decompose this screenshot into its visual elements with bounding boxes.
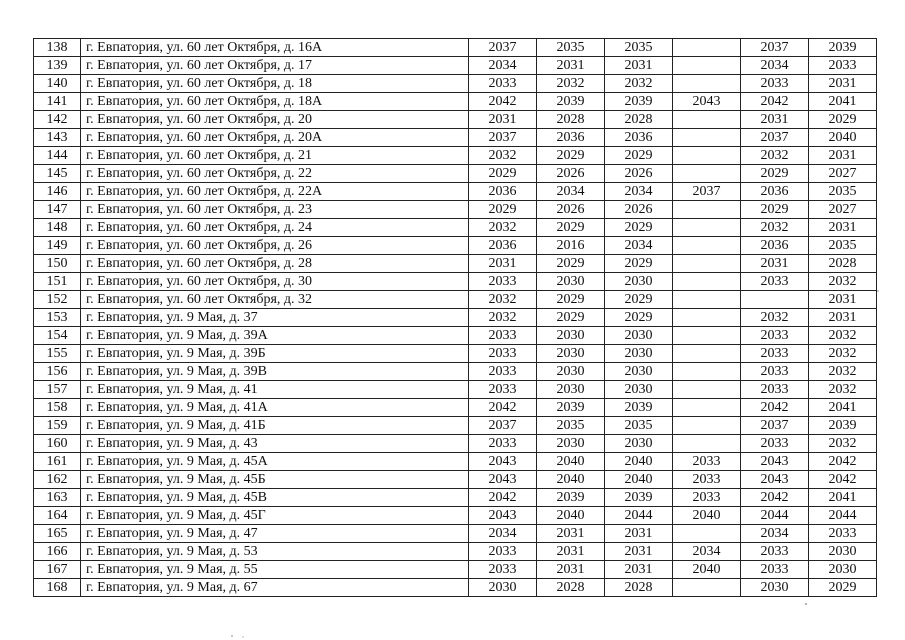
row-number: 159 [34,417,81,435]
table-row [34,111,877,129]
year-cell-3: 2030 [605,381,673,399]
address-cell: г. Евпатория, ул. 9 Мая, д. 67 [81,579,469,597]
year-cell-4 [673,75,741,93]
year-cell-1: 2033 [469,435,537,453]
table-row [34,327,877,345]
address-cell: г. Евпатория, ул. 60 лет Октября, д. 24 [81,219,469,237]
table-row [34,561,877,579]
address-cell: г. Евпатория, ул. 9 Мая, д. 41 [81,381,469,399]
year-cell-6: 2030 [809,543,877,561]
year-cell-3: 2030 [605,363,673,381]
year-cell-6: 2029 [809,579,877,597]
year-cell-5: 2033 [741,543,809,561]
row-number: 150 [34,255,81,273]
year-cell-5: 2032 [741,147,809,165]
address-cell: г. Евпатория, ул. 9 Мая, д. 39В [81,363,469,381]
row-number: 160 [34,435,81,453]
year-cell-6: 2042 [809,471,877,489]
address-cell: г. Евпатория, ул. 9 Мая, д. 45В [81,489,469,507]
year-cell-6: 2041 [809,399,877,417]
table-row [34,435,877,453]
table-row [34,579,877,597]
year-cell-1: 2033 [469,561,537,579]
year-cell-6: 2042 [809,453,877,471]
year-cell-5: 2029 [741,201,809,219]
year-cell-2: 2026 [537,201,605,219]
year-cell-2: 2032 [537,75,605,93]
year-cell-3: 2029 [605,219,673,237]
year-cell-3: 2029 [605,147,673,165]
row-number: 153 [34,309,81,327]
row-number: 152 [34,291,81,309]
address-cell: г. Евпатория, ул. 9 Мая, д. 53 [81,543,469,561]
address-cell: г. Евпатория, ул. 9 Мая, д. 45А [81,453,469,471]
address-cell: г. Евпатория, ул. 9 Мая, д. 55 [81,561,469,579]
year-cell-6: 2031 [809,291,877,309]
year-cell-4 [673,129,741,147]
year-cell-4 [673,327,741,345]
year-cell-2: 2031 [537,561,605,579]
year-cell-6: 2032 [809,345,877,363]
table-row [34,453,877,471]
year-cell-6: 2035 [809,237,877,255]
table-row [34,165,877,183]
address-cell: г. Евпатория, ул. 60 лет Октября, д. 21 [81,147,469,165]
year-cell-6: 2035 [809,183,877,201]
year-cell-2: 2029 [537,147,605,165]
year-cell-1: 2043 [469,507,537,525]
year-cell-2: 2035 [537,417,605,435]
year-cell-1: 2033 [469,381,537,399]
year-cell-3: 2034 [605,237,673,255]
year-cell-6: 2031 [809,309,877,327]
address-cell: г. Евпатория, ул. 60 лет Октября, д. 16А [81,39,469,57]
year-cell-6: 2039 [809,39,877,57]
year-cell-4 [673,399,741,417]
year-cell-1: 2037 [469,417,537,435]
year-cell-5 [741,291,809,309]
year-cell-3: 2044 [605,507,673,525]
year-cell-4 [673,201,741,219]
address-cell: г. Евпатория, ул. 60 лет Октября, д. 20 [81,111,469,129]
year-cell-3: 2031 [605,543,673,561]
year-cell-2: 2040 [537,507,605,525]
year-cell-3: 2029 [605,291,673,309]
address-cell: г. Евпатория, ул. 9 Мая, д. 39А [81,327,469,345]
table-row [34,75,877,93]
year-cell-6: 2041 [809,93,877,111]
year-cell-4 [673,111,741,129]
row-number: 140 [34,75,81,93]
year-cell-3: 2039 [605,399,673,417]
year-cell-5: 2043 [741,471,809,489]
row-number: 163 [34,489,81,507]
year-cell-1: 2034 [469,525,537,543]
row-number: 146 [34,183,81,201]
year-cell-4 [673,219,741,237]
year-cell-6: 2033 [809,525,877,543]
year-cell-4 [673,309,741,327]
year-cell-5: 2031 [741,111,809,129]
row-number: 139 [34,57,81,75]
year-cell-2: 2030 [537,363,605,381]
year-cell-5: 2034 [741,525,809,543]
year-cell-5: 2037 [741,129,809,147]
year-cell-1: 2037 [469,129,537,147]
row-number: 166 [34,543,81,561]
year-cell-5: 2036 [741,183,809,201]
year-cell-6: 2041 [809,489,877,507]
year-cell-2: 2029 [537,291,605,309]
address-cell: г. Евпатория, ул. 60 лет Октября, д. 26 [81,237,469,255]
year-cell-3: 2028 [605,111,673,129]
year-cell-2: 2030 [537,327,605,345]
address-cell: г. Евпатория, ул. 60 лет Октября, д. 18 [81,75,469,93]
year-cell-2: 2040 [537,471,605,489]
year-cell-4: 2033 [673,471,741,489]
year-cell-1: 2036 [469,183,537,201]
year-cell-5: 2033 [741,345,809,363]
year-cell-5: 2042 [741,93,809,111]
year-cell-2: 2030 [537,381,605,399]
year-cell-3: 2031 [605,57,673,75]
year-cell-3: 2030 [605,327,673,345]
year-cell-1: 2032 [469,147,537,165]
year-cell-5: 2030 [741,579,809,597]
year-cell-1: 2033 [469,363,537,381]
row-number: 165 [34,525,81,543]
address-cell: г. Евпатория, ул. 9 Мая, д. 43 [81,435,469,453]
address-cell: г. Евпатория, ул. 60 лет Октября, д. 28 [81,255,469,273]
year-cell-5: 2034 [741,57,809,75]
year-cell-4 [673,525,741,543]
row-number: 162 [34,471,81,489]
year-cell-5: 2042 [741,399,809,417]
year-cell-1: 2033 [469,273,537,291]
year-cell-4: 2037 [673,183,741,201]
row-number: 145 [34,165,81,183]
year-cell-4: 2040 [673,561,741,579]
year-cell-1: 2033 [469,327,537,345]
table-row [34,291,877,309]
year-cell-2: 2030 [537,435,605,453]
year-cell-5: 2033 [741,561,809,579]
year-cell-4: 2043 [673,93,741,111]
row-number: 156 [34,363,81,381]
row-number: 164 [34,507,81,525]
year-cell-1: 2032 [469,309,537,327]
row-number: 154 [34,327,81,345]
table-row [34,309,877,327]
table-row [34,39,877,57]
year-cell-2: 2030 [537,273,605,291]
table-row [34,363,877,381]
row-number: 149 [34,237,81,255]
schedule-table [33,38,877,597]
year-cell-4 [673,381,741,399]
row-number: 151 [34,273,81,291]
year-cell-4: 2033 [673,489,741,507]
row-number: 143 [34,129,81,147]
table-row [34,129,877,147]
year-cell-6: 2027 [809,165,877,183]
year-cell-6: 2039 [809,417,877,435]
year-cell-5: 2036 [741,237,809,255]
row-number: 142 [34,111,81,129]
year-cell-5: 2037 [741,39,809,57]
year-cell-1: 2033 [469,75,537,93]
year-cell-1: 2042 [469,399,537,417]
row-number: 168 [34,579,81,597]
row-number: 158 [34,399,81,417]
year-cell-1: 2030 [469,579,537,597]
year-cell-4 [673,165,741,183]
year-cell-6: 2031 [809,75,877,93]
year-cell-3: 2031 [605,525,673,543]
year-cell-1: 2033 [469,345,537,363]
row-number: 161 [34,453,81,471]
table-row [34,183,877,201]
year-cell-6: 2032 [809,435,877,453]
table-row [34,417,877,435]
year-cell-1: 2032 [469,219,537,237]
year-cell-2: 2031 [537,57,605,75]
year-cell-3: 2030 [605,273,673,291]
year-cell-4: 2033 [673,453,741,471]
table-row [34,255,877,273]
address-cell: г. Евпатория, ул. 60 лет Октября, д. 32 [81,291,469,309]
year-cell-3: 2029 [605,255,673,273]
year-cell-6: 2032 [809,273,877,291]
row-number: 138 [34,39,81,57]
year-cell-3: 2040 [605,453,673,471]
year-cell-2: 2031 [537,525,605,543]
year-cell-6: 2040 [809,129,877,147]
year-cell-4 [673,237,741,255]
year-cell-2: 2028 [537,111,605,129]
year-cell-2: 2039 [537,93,605,111]
year-cell-5: 2033 [741,381,809,399]
year-cell-4 [673,57,741,75]
year-cell-6: 2031 [809,219,877,237]
row-number: 148 [34,219,81,237]
address-cell: г. Евпатория, ул. 60 лет Октября, д. 22 [81,165,469,183]
year-cell-5: 2042 [741,489,809,507]
address-cell: г. Евпатория, ул. 60 лет Октября, д. 30 [81,273,469,291]
year-cell-5: 2033 [741,435,809,453]
table-row [34,525,877,543]
table-row [34,147,877,165]
year-cell-1: 2034 [469,57,537,75]
year-cell-2: 2034 [537,183,605,201]
year-cell-1: 2029 [469,201,537,219]
year-cell-2: 2035 [537,39,605,57]
year-cell-4 [673,255,741,273]
address-cell: г. Евпатория, ул. 60 лет Октября, д. 20А [81,129,469,147]
year-cell-1: 2031 [469,111,537,129]
year-cell-2: 2029 [537,219,605,237]
year-cell-6: 2032 [809,363,877,381]
year-cell-5: 2032 [741,219,809,237]
address-cell: г. Евпатория, ул. 9 Мая, д. 39Б [81,345,469,363]
year-cell-2: 2026 [537,165,605,183]
year-cell-3: 2030 [605,345,673,363]
year-cell-6: 2032 [809,381,877,399]
year-cell-6: 2031 [809,147,877,165]
year-cell-3: 2035 [605,417,673,435]
year-cell-3: 2035 [605,39,673,57]
year-cell-6: 2033 [809,57,877,75]
year-cell-4 [673,579,741,597]
year-cell-1: 2031 [469,255,537,273]
year-cell-5: 2029 [741,165,809,183]
address-cell: г. Евпатория, ул. 60 лет Октября, д. 17 [81,57,469,75]
year-cell-5: 2033 [741,75,809,93]
table-row [34,381,877,399]
year-cell-4 [673,363,741,381]
year-cell-1: 2042 [469,489,537,507]
year-cell-5: 2044 [741,507,809,525]
year-cell-2: 2040 [537,453,605,471]
address-cell: г. Евпатория, ул. 9 Мая, д. 47 [81,525,469,543]
year-cell-4 [673,39,741,57]
year-cell-3: 2039 [605,93,673,111]
year-cell-1: 2043 [469,453,537,471]
table-row [34,399,877,417]
year-cell-4 [673,291,741,309]
row-number: 155 [34,345,81,363]
year-cell-3: 2029 [605,309,673,327]
year-cell-5: 2032 [741,309,809,327]
year-cell-6: 2027 [809,201,877,219]
year-cell-5: 2033 [741,327,809,345]
year-cell-2: 2039 [537,399,605,417]
table-row [34,219,877,237]
year-cell-3: 2032 [605,75,673,93]
table-row [34,543,877,561]
row-number: 147 [34,201,81,219]
year-cell-1: 2037 [469,39,537,57]
year-cell-1: 2036 [469,237,537,255]
year-cell-5: 2037 [741,417,809,435]
year-cell-6: 2028 [809,255,877,273]
table-row [34,345,877,363]
year-cell-2: 2030 [537,345,605,363]
address-cell: г. Евпатория, ул. 60 лет Октября, д. 18А [81,93,469,111]
year-cell-5: 2043 [741,453,809,471]
address-cell: г. Евпатория, ул. 9 Мая, д. 37 [81,309,469,327]
table-row [34,93,877,111]
year-cell-3: 2036 [605,129,673,147]
address-cell: г. Евпатория, ул. 9 Мая, д. 41Б [81,417,469,435]
year-cell-2: 2028 [537,579,605,597]
year-cell-4 [673,435,741,453]
year-cell-5: 2033 [741,273,809,291]
table-row [34,489,877,507]
year-cell-4: 2034 [673,543,741,561]
year-cell-3: 2040 [605,471,673,489]
year-cell-4 [673,273,741,291]
year-cell-3: 2030 [605,435,673,453]
year-cell-6: 2032 [809,327,877,345]
year-cell-2: 2016 [537,237,605,255]
year-cell-2: 2039 [537,489,605,507]
year-cell-5: 2033 [741,363,809,381]
row-number: 144 [34,147,81,165]
row-number: 141 [34,93,81,111]
year-cell-5: 2031 [741,255,809,273]
table-row [34,273,877,291]
year-cell-2: 2036 [537,129,605,147]
table-row [34,57,877,75]
year-cell-3: 2039 [605,489,673,507]
address-cell: г. Евпатория, ул. 9 Мая, д. 45Б [81,471,469,489]
year-cell-2: 2029 [537,309,605,327]
year-cell-1: 2033 [469,543,537,561]
year-cell-2: 2029 [537,255,605,273]
table-row [34,507,877,525]
year-cell-4 [673,345,741,363]
year-cell-1: 2032 [469,291,537,309]
year-cell-4: 2040 [673,507,741,525]
year-cell-6: 2029 [809,111,877,129]
year-cell-1: 2042 [469,93,537,111]
address-cell: г. Евпатория, ул. 9 Мая, д. 41А [81,399,469,417]
table-row [34,201,877,219]
year-cell-4 [673,417,741,435]
year-cell-6: 2030 [809,561,877,579]
row-number: 157 [34,381,81,399]
table-body [34,39,877,597]
year-cell-3: 2026 [605,165,673,183]
year-cell-2: 2031 [537,543,605,561]
year-cell-1: 2043 [469,471,537,489]
year-cell-6: 2044 [809,507,877,525]
year-cell-4 [673,147,741,165]
year-cell-3: 2031 [605,561,673,579]
year-cell-3: 2028 [605,579,673,597]
table-row [34,237,877,255]
row-number: 167 [34,561,81,579]
address-cell: г. Евпатория, ул. 60 лет Октября, д. 22А [81,183,469,201]
address-cell: г. Евпатория, ул. 60 лет Октября, д. 23 [81,201,469,219]
year-cell-1: 2029 [469,165,537,183]
address-cell: г. Евпатория, ул. 9 Мая, д. 45Г [81,507,469,525]
table-row [34,471,877,489]
year-cell-3: 2026 [605,201,673,219]
year-cell-3: 2034 [605,183,673,201]
